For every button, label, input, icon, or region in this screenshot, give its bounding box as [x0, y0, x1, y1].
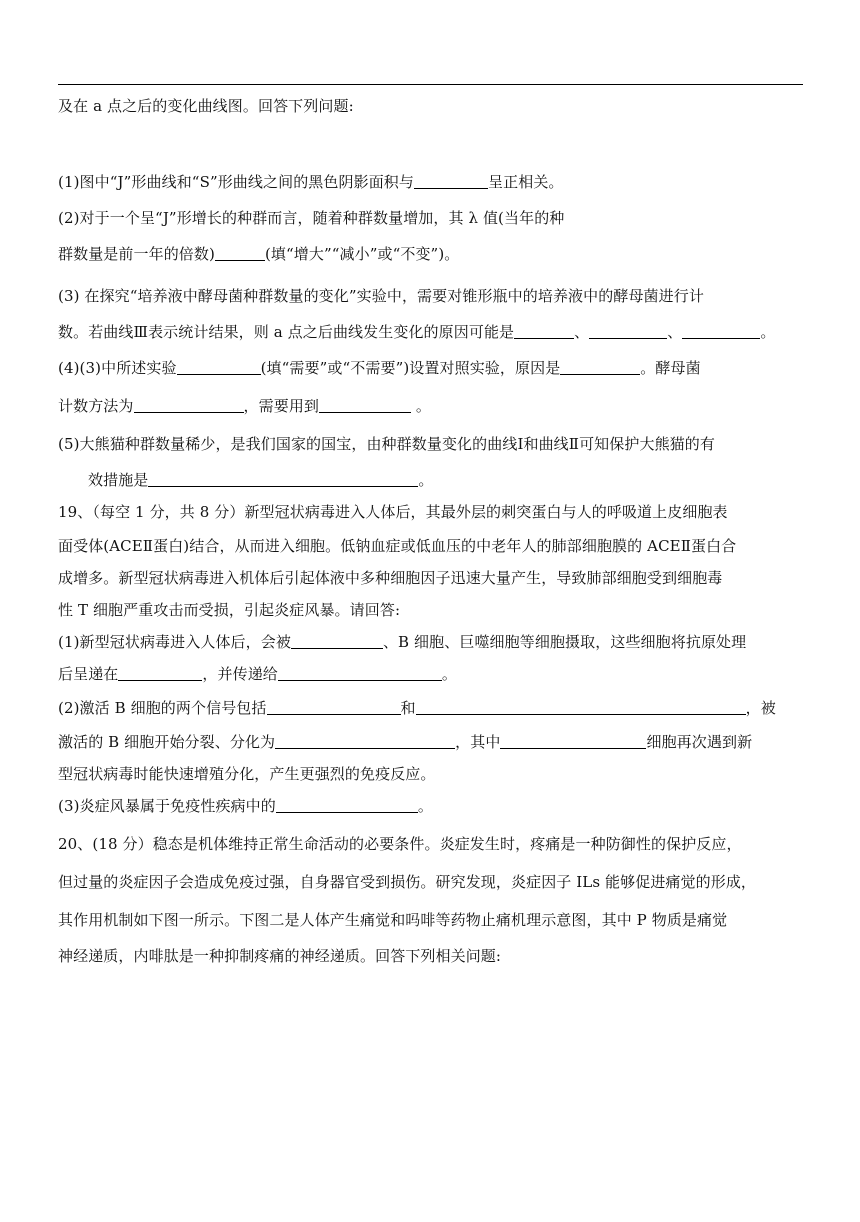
q1-text: (1)图中“J”形曲线和“S”形曲线之间的黑色阴影面积与	[58, 173, 415, 191]
answer-blank[interactable]	[118, 665, 202, 681]
answer-1-line2	[58, 664, 818, 684]
answer-blank[interactable]	[414, 173, 488, 189]
a1-text-2: 、B 细胞、巨噬细胞等细胞摄取，这些细胞将抗原处理	[382, 633, 747, 651]
p19-text: 面受体(ACEⅡ蛋白)结合，从而进入细胞。低钠血症或低血压的中老年人的肺部细胞膜的 ACEⅡ蛋白合	[58, 537, 737, 555]
q5-text: (5)大熊猫种群数量稀少，是我们国家的国宝，由种群数量变化的曲线Ⅰ和曲线Ⅱ可知保护大熊猫的有	[58, 435, 715, 453]
a2-text: (2)激活 B 细胞的两个信号包括	[58, 699, 267, 717]
question-4-line1	[58, 358, 818, 378]
a1-text-3: 后呈递在	[58, 665, 119, 683]
problem-19-line1	[58, 502, 818, 522]
answer-2-line2	[58, 732, 818, 752]
a2-text-2: 和	[400, 699, 416, 717]
problem-19-line2	[58, 536, 818, 556]
problem-19-line4	[58, 600, 818, 620]
problem-20-line1	[58, 834, 818, 854]
question-2-line2	[58, 244, 818, 264]
a2-text-3: ，被	[745, 699, 776, 717]
period: 。	[418, 471, 434, 489]
question-1	[58, 172, 818, 192]
q2-tail: (填“增大”“减小”或“不变”)。	[264, 245, 460, 263]
answer-blank[interactable]	[416, 699, 746, 715]
header-rule	[58, 84, 803, 85]
period: 。	[417, 797, 433, 815]
q5-text-2: 效措施是	[88, 471, 149, 489]
question-5-line1	[58, 434, 818, 454]
a1-text: (1)新型冠状病毒进入人体后，会被	[58, 633, 291, 651]
problem-20-line3	[58, 910, 818, 930]
p19-text: 成增多。新型冠状病毒进入机体后引起体液中多种细胞因子迅速大量产生，导致肺部细胞受到细胞毒	[58, 569, 723, 587]
a2-text-7: 型冠状病毒时能快速增殖分化，产生更强烈的免疫反应。	[58, 765, 436, 783]
answer-blank[interactable]	[275, 733, 455, 749]
q3-text-2: 数。若曲线Ⅲ表示统计结果，则 a 点之后曲线发生变化的原因可能是	[58, 323, 515, 341]
answer-2-line1	[58, 698, 818, 718]
q4-text-2: (填“需要”或“不需要”)设置对照实验，原因是	[260, 359, 561, 377]
answer-blank[interactable]	[276, 797, 418, 813]
answer-blank[interactable]	[278, 665, 442, 681]
answer-blank[interactable]	[500, 733, 646, 749]
q3-text: (3) 在探究“培养液中酵母菌种群数量的变化”实验中，需要对锥形瓶中的培养液中的酵母菌进行计	[58, 287, 704, 305]
p19-text: 19、（每空 1 分，共 8 分）新型冠状病毒进入人体后，其最外层的刺突蛋白与人的呼吸道上皮细胞表	[58, 503, 728, 521]
answer-blank[interactable]	[682, 323, 760, 339]
answer-blank[interactable]	[589, 323, 667, 339]
intro-line	[58, 96, 818, 116]
q2-text-2: 群数量是前一年的倍数)	[58, 245, 215, 263]
problem-19-line3	[58, 568, 818, 588]
period: 。	[441, 665, 458, 683]
separator: 、	[667, 323, 683, 341]
answer-blank[interactable]	[177, 359, 261, 375]
answer-blank[interactable]	[267, 699, 401, 715]
intro-text: 及在 a 点之后的变化曲线图。回答下列问题:	[58, 97, 354, 115]
p20-text: 但过量的炎症因子会造成免疫过强，自身器官受到损伤。研究发现，炎症因子 ILs 能够促进痛觉的形成，	[58, 873, 757, 891]
separator: 、	[574, 323, 590, 341]
q4-text: (4)(3)中所述实验	[58, 359, 177, 377]
a2-text-5: ，其中	[455, 733, 501, 751]
q1-tail: 呈正相关。	[488, 173, 564, 191]
answer-blank[interactable]	[560, 359, 640, 375]
answer-blank[interactable]	[319, 397, 411, 413]
question-2-line1	[58, 208, 818, 228]
p20-text: 其作用机制如下图一所示。下图二是人体产生痛觉和吗啡等药物止痛机理示意图，其中 P 物质是痛觉	[58, 911, 728, 929]
answer-blank[interactable]	[215, 245, 265, 261]
problem-20-line4	[58, 946, 818, 966]
q2-text: (2)对于一个呈“J”形增长的种群而言，随着种群数量增加，其 λ 值(当年的种	[58, 209, 565, 227]
answer-blank[interactable]	[291, 633, 383, 649]
p20-text: 神经递质，内啡肽是一种抑制疼痛的神经递质。回答下列相关问题:	[58, 947, 502, 965]
a2-text-4: 激活的 B 细胞开始分裂、分化为	[58, 733, 276, 751]
question-4-line2	[58, 396, 818, 416]
question-3-line2	[58, 322, 818, 342]
problem-20-line2	[58, 872, 818, 892]
answer-3	[58, 796, 818, 816]
q4-text-5: ，需要用到	[243, 397, 320, 415]
p20-text: 20、(18 分）稳态是机体维持正常生命活动的必要条件。炎症发生时，疼痛是一种防御性的保护反应，	[58, 835, 742, 853]
a3-text: (3)炎症风暴属于免疫性疾病中的	[58, 797, 276, 815]
question-3-line1	[58, 286, 818, 306]
answer-blank[interactable]	[134, 397, 244, 413]
question-5-line2	[88, 470, 848, 490]
a2-text-6: 细胞再次遇到新	[646, 733, 753, 751]
a1-text-4: ，并传递给	[202, 665, 278, 683]
p19-text: 性 T 细胞严重攻击而受损，引起炎症风暴。请回答:	[58, 601, 401, 619]
answer-blank[interactable]	[148, 471, 418, 487]
q4-text-3: 。酵母菌	[640, 359, 701, 377]
period: 。	[760, 323, 776, 341]
period: 。	[411, 397, 431, 415]
answer-1-line1	[58, 632, 818, 652]
answer-blank[interactable]	[514, 323, 574, 339]
answer-2-line3	[58, 764, 818, 784]
q4-text-4: 计数方法为	[58, 397, 134, 415]
